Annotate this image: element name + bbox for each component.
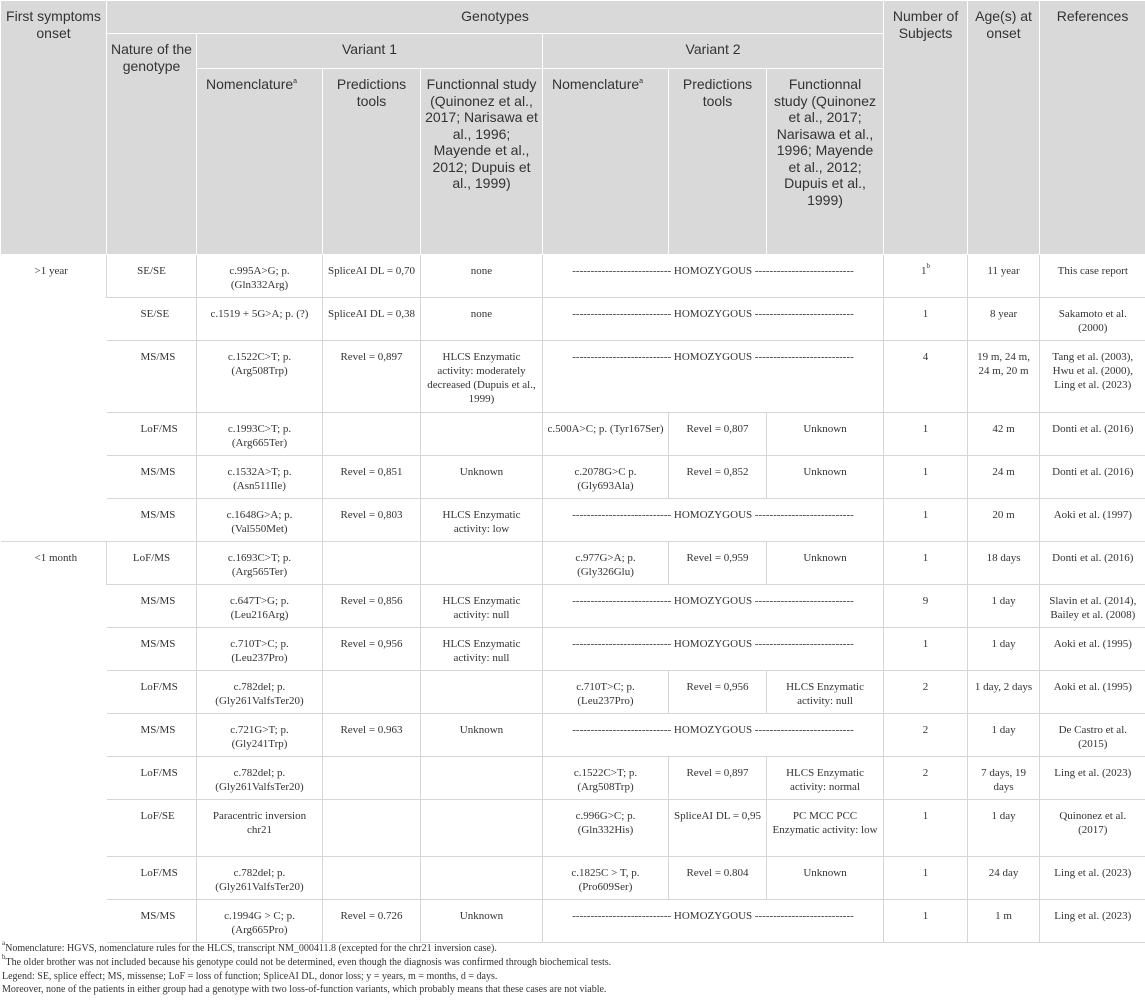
- age-cell: 1 m: [968, 900, 1040, 943]
- v2-predictions-cell: Revel = 0,852: [669, 456, 767, 499]
- footnote-mark: a: [639, 78, 644, 85]
- table-body: [1, 255, 1145, 943]
- subjects-cell: [884, 800, 968, 857]
- subjects-cell: [884, 456, 968, 499]
- v1-predictions-cell: [323, 542, 421, 585]
- v1-nomenclature-cell: c.782del; p. (Gly261ValfsTer20): [197, 857, 323, 900]
- v2-predictions-cell: Revel = 0,959: [669, 542, 767, 585]
- v1-predictions-cell: Revel = 0,897: [323, 341, 421, 413]
- header-variant-2: Variant 2: [543, 34, 884, 69]
- subjects-count: 1: [922, 423, 929, 435]
- header-number-of-subjects: Number of Subjects: [884, 1, 968, 255]
- homozygous-cell: --------------------------- HOMOZYGOUS ---------------------------: [543, 255, 884, 298]
- v2-nomenclature-cell: c.1522C>T; p. (Arg508Trp): [543, 757, 669, 800]
- header-references: References: [1040, 1, 1145, 255]
- subjects-count: 2: [922, 681, 929, 693]
- table-row: [1, 499, 1145, 542]
- nature-cell: MS/MS: [107, 714, 197, 757]
- nature-cell: SE/SE: [107, 298, 197, 341]
- subjects-cell: [884, 628, 968, 671]
- subjects-count: 2: [922, 767, 929, 779]
- homozygous-cell: --------------------------- HOMOZYGOUS ---------------------------: [543, 628, 884, 671]
- subjects-count: 4: [922, 351, 929, 363]
- v1-nomenclature-cell: c.1993C>T; p. (Arg665Ter): [197, 413, 323, 456]
- table-row: [1, 857, 1145, 900]
- table-row: [1, 298, 1145, 341]
- footnote-mark: a: [2, 939, 6, 947]
- v1-nomenclature-cell: c.1532A>T; p. (Asn511Ile): [197, 456, 323, 499]
- age-cell: 20 m: [968, 499, 1040, 542]
- v2-functional-cell: Unknown: [767, 542, 884, 585]
- v1-predictions-cell: Revel = 0.726: [323, 900, 421, 943]
- v2-predictions-cell: SpliceAI DL = 0,95: [669, 800, 767, 857]
- v1-functional-cell: Unknown: [421, 456, 543, 499]
- header-v2-predictions-tools: Predictions tools: [669, 69, 767, 255]
- v1-predictions-cell: [323, 757, 421, 800]
- footnote-line: [2, 939, 611, 956]
- footnote-mark: b: [926, 262, 931, 270]
- v1-functional-cell: none: [421, 255, 543, 298]
- nature-cell: MS/MS: [107, 628, 197, 671]
- nomenclature-label: Nomenclature: [552, 76, 640, 92]
- age-cell: 1 day, 2 days: [968, 671, 1040, 714]
- age-cell: 1 day: [968, 714, 1040, 757]
- v2-nomenclature-cell: c.977G>A; p. (Gly326Glu): [543, 542, 669, 585]
- table-row: [1, 255, 1145, 298]
- subjects-cell: [884, 714, 968, 757]
- footnotes: [2, 939, 612, 997]
- v2-nomenclature-cell: c.500A>C; p. (Tyr167Ser): [543, 413, 669, 456]
- nature-cell: SE/SE: [107, 255, 197, 298]
- v1-predictions-cell: Revel = 0,856: [323, 585, 421, 628]
- v2-nomenclature-cell: c.1825C > T, p. (Pro609Ser): [543, 857, 669, 900]
- footnote-text: Nomenclature: HGVS, nomenclature rules for the HLCS, transcript NM_000411.8 (excepted for the chr21 inversion case).: [5, 943, 497, 954]
- v1-nomenclature-cell: c.1994G > C; p. (Arg665Pro): [197, 900, 323, 943]
- table-row: [1, 456, 1145, 499]
- v1-functional-cell: [421, 857, 543, 900]
- v2-functional-cell: Unknown: [767, 456, 884, 499]
- v2-functional-cell: HLCS Enzymatic activity: null: [767, 671, 884, 714]
- subjects-cell: [884, 499, 968, 542]
- v1-nomenclature-cell: c.782del; p. (Gly261ValfsTer20): [197, 671, 323, 714]
- v1-functional-cell: none: [421, 298, 543, 341]
- v1-nomenclature-cell: c.1522C>T; p. (Arg508Trp): [197, 341, 323, 413]
- subjects-cell: [884, 857, 968, 900]
- age-cell: 19 m, 24 m, 24 m, 20 m: [968, 341, 1040, 413]
- v1-nomenclature-cell: c.647T>G; p. (Leu216Arg): [197, 585, 323, 628]
- subjects-count: 9: [922, 595, 929, 607]
- nature-cell: MS/MS: [107, 456, 197, 499]
- v1-predictions-cell: [323, 671, 421, 714]
- homozygous-cell: --------------------------- HOMOZYGOUS ---------------------------: [543, 585, 884, 628]
- nature-cell: LoF/MS: [107, 413, 197, 456]
- v2-functional-cell: PC MCC PCC Enzymatic activity: low: [767, 800, 884, 857]
- nature-cell: LoF/MS: [107, 857, 197, 900]
- v1-functional-cell: Unknown: [421, 714, 543, 757]
- v1-functional-cell: [421, 542, 543, 585]
- reference-cell: Donti et al. (2016): [1040, 413, 1145, 456]
- age-cell: 24 m: [968, 456, 1040, 499]
- homozygous-cell: --------------------------- HOMOZYGOUS ---------------------------: [543, 298, 884, 341]
- reference-cell: Ling et al. (2023): [1040, 857, 1145, 900]
- subjects-count: 1: [922, 867, 929, 879]
- nature-cell: LoF/SE: [107, 800, 197, 857]
- v1-nomenclature-cell: c.710T>C; p. (Leu237Pro): [197, 628, 323, 671]
- subjects-cell: [884, 413, 968, 456]
- v1-predictions-cell: Revel = 0,803: [323, 499, 421, 542]
- v1-functional-cell: Unknown: [421, 900, 543, 943]
- subjects-cell: [884, 757, 968, 800]
- footnote-text: Moreover, none of the patients in either group had a genotype with two loss-of-function variants, which probably means that these cases are not viable.: [2, 984, 607, 996]
- table-row: [1, 757, 1145, 800]
- age-cell: 1 day: [968, 585, 1040, 628]
- header-v1-functional-study: Functionnal study (Quinonez et al., 2017; Narisawa et al., 1996; Mayende et al., 2012; Dupuis et al., 1999): [421, 69, 543, 255]
- v1-predictions-cell: [323, 800, 421, 857]
- table-row: [1, 585, 1145, 628]
- v1-functional-cell: [421, 757, 543, 800]
- header-v1-predictions-tools: Predictions tools: [323, 69, 421, 255]
- footnote-line: [2, 952, 612, 970]
- subjects-count: 1: [921, 265, 927, 277]
- age-cell: 1 day: [968, 800, 1040, 857]
- reference-cell: Aoki et al. (1997): [1040, 499, 1145, 542]
- subjects-cell: [884, 585, 968, 628]
- onset-cell: >1 year: [1, 255, 107, 542]
- table-row: [1, 714, 1145, 757]
- header-v1-nomenclature: [197, 69, 323, 255]
- v2-predictions-cell: Revel = 0,807: [669, 413, 767, 456]
- subjects-cell: [884, 298, 968, 341]
- nature-cell: LoF/MS: [107, 757, 197, 800]
- footnote-line: [2, 983, 611, 997]
- v1-nomenclature-cell: c.995A>G; p. (Gln332Arg): [197, 255, 323, 298]
- subjects-cell: [884, 255, 968, 298]
- nature-cell: MS/MS: [107, 900, 197, 943]
- header-variant-1: Variant 1: [197, 34, 543, 69]
- v1-nomenclature-cell: c.1519 + 5G>A; p. (?): [197, 298, 323, 341]
- header-first-symptoms-onset: First symptoms onset: [1, 1, 107, 255]
- homozygous-cell: --------------------------- HOMOZYGOUS ---------------------------: [543, 499, 884, 542]
- v2-nomenclature-cell: c.2078G>C p. (Gly693Ala): [543, 456, 669, 499]
- table-row: [1, 671, 1145, 714]
- age-cell: 18 days: [968, 542, 1040, 585]
- subjects-count: 1: [922, 466, 929, 478]
- subjects-count: 2: [922, 724, 929, 736]
- subjects-count: 1: [922, 308, 929, 320]
- reference-cell: Donti et al. (2016): [1040, 456, 1145, 499]
- reference-cell: Quinonez et al. (2017): [1040, 800, 1145, 857]
- table-row: [1, 628, 1145, 671]
- v2-functional-cell: Unknown: [767, 413, 884, 456]
- v1-functional-cell: [421, 413, 543, 456]
- homozygous-cell: --------------------------- HOMOZYGOUS ---------------------------: [543, 900, 884, 943]
- v1-predictions-cell: Revel = 0,956: [323, 628, 421, 671]
- nomenclature-label: Nomenclature: [206, 76, 294, 92]
- footnote-text: The older brother was not included because his genotype could not be determined, even though the diagnosis was confirmed through biochemical tests.: [5, 956, 612, 968]
- reference-cell: Tang et al. (2003), Hwu et al. (2000), Ling et al. (2023): [1040, 341, 1145, 413]
- reference-cell: Ling et al. (2023): [1040, 757, 1145, 800]
- subjects-cell: [884, 671, 968, 714]
- v1-predictions-cell: Revel = 0,851: [323, 456, 421, 499]
- nature-cell: MS/MS: [107, 499, 197, 542]
- subjects-cell: [884, 341, 968, 413]
- reference-cell: Aoki et al. (1995): [1040, 628, 1145, 671]
- nature-cell: MS/MS: [107, 585, 197, 628]
- v1-predictions-cell: [323, 413, 421, 456]
- v2-functional-cell: Unknown: [767, 857, 884, 900]
- header-genotypes: Genotypes: [107, 1, 884, 34]
- v1-predictions-cell: SpliceAI DL = 0,38: [323, 298, 421, 341]
- table-row: [1, 542, 1145, 585]
- subjects-count: 1: [922, 910, 929, 922]
- header-v2-nomenclature: [543, 69, 669, 255]
- v1-nomenclature-cell: Paracentric inversion chr21: [197, 800, 323, 857]
- v2-nomenclature-cell: c.996G>C; p. (Gln332His): [543, 800, 669, 857]
- v1-nomenclature-cell: c.1693C>T; p. (Arg565Ter): [197, 542, 323, 585]
- v1-predictions-cell: [323, 857, 421, 900]
- table-row: [1, 800, 1145, 857]
- subjects-cell: [884, 542, 968, 585]
- v1-predictions-cell: SpliceAI DL = 0,70: [323, 255, 421, 298]
- v1-functional-cell: [421, 671, 543, 714]
- v2-nomenclature-cell: c.710T>C; p. (Leu237Pro): [543, 671, 669, 714]
- age-cell: 24 day: [968, 857, 1040, 900]
- table-row: [1, 341, 1145, 413]
- v1-functional-cell: HLCS Enzymatic activity: null: [421, 585, 543, 628]
- age-cell: 1 day: [968, 628, 1040, 671]
- age-cell: 8 year: [968, 298, 1040, 341]
- v1-functional-cell: HLCS Enzymatic activity: moderately decreased (Dupuis et al., 1999): [421, 341, 543, 413]
- footnote-line: [2, 970, 611, 984]
- age-cell: 11 year: [968, 255, 1040, 298]
- v1-nomenclature-cell: c.782del; p. (Gly261ValfsTer20): [197, 757, 323, 800]
- v1-functional-cell: [421, 800, 543, 857]
- subjects-count: 1: [922, 509, 929, 521]
- subjects-count: 1: [922, 552, 929, 564]
- header-v2-functional-study: Functionnal study (Quinonez et al., 2017; Narisawa et al., 1996; Mayende et al., 2012; Dupuis et al., 1999): [767, 69, 884, 255]
- v1-functional-cell: HLCS Enzymatic activity: low: [421, 499, 543, 542]
- v1-functional-cell: HLCS Enzymatic activity: null: [421, 628, 543, 671]
- footnote-mark: b: [2, 952, 6, 961]
- onset-cell: <1 month: [1, 542, 107, 943]
- v2-predictions-cell: Revel = 0,897: [669, 757, 767, 800]
- nature-cell: LoF/MS: [107, 671, 197, 714]
- v1-nomenclature-cell: c.721G>T; p. (Gly241Trp): [197, 714, 323, 757]
- v1-nomenclature-cell: c.1648G>A; p. (Val550Met): [197, 499, 323, 542]
- reference-cell: De Castro et al. (2015): [1040, 714, 1145, 757]
- reference-cell: Donti et al. (2016): [1040, 542, 1145, 585]
- reference-cell: Aoki et al. (1995): [1040, 671, 1145, 714]
- header-ages-at-onset: Age(s) at onset: [968, 1, 1040, 255]
- header-nature-of-genotype: Nature of the genotype: [107, 34, 197, 255]
- homozygous-cell: --------------------------- HOMOZYGOUS ---------------------------: [543, 341, 884, 413]
- table-row: [1, 413, 1145, 456]
- v2-predictions-cell: Revel = 0,956: [669, 671, 767, 714]
- table-row: [1, 900, 1145, 943]
- v1-predictions-cell: Revel = 0.963: [323, 714, 421, 757]
- reference-cell: Ling et al. (2023): [1040, 900, 1145, 943]
- footnote-mark: a: [293, 78, 298, 85]
- homozygous-cell: --------------------------- HOMOZYGOUS ---------------------------: [543, 714, 884, 757]
- reference-cell: Sakamoto et al. (2000): [1040, 298, 1145, 341]
- subjects-cell: [884, 900, 968, 943]
- subjects-count: 1: [922, 810, 929, 822]
- nature-cell: MS/MS: [107, 341, 197, 413]
- reference-cell: Slavin et al. (2014), Bailey et al. (2008): [1040, 585, 1145, 628]
- age-cell: 7 days, 19 days: [968, 757, 1040, 800]
- nature-cell: LoF/MS: [107, 542, 197, 585]
- footnote-text: Legend: SE, splice effect; MS, missense; LoF = loss of function; SpliceAI DL, donor loss; y = years, m = months, d = days.: [2, 970, 498, 982]
- v2-functional-cell: HLCS Enzymatic activity: normal: [767, 757, 884, 800]
- v2-predictions-cell: Revel = 0.804: [669, 857, 767, 900]
- age-cell: 42 m: [968, 413, 1040, 456]
- reference-cell: This case report: [1040, 255, 1145, 298]
- subjects-count: 1: [922, 638, 929, 650]
